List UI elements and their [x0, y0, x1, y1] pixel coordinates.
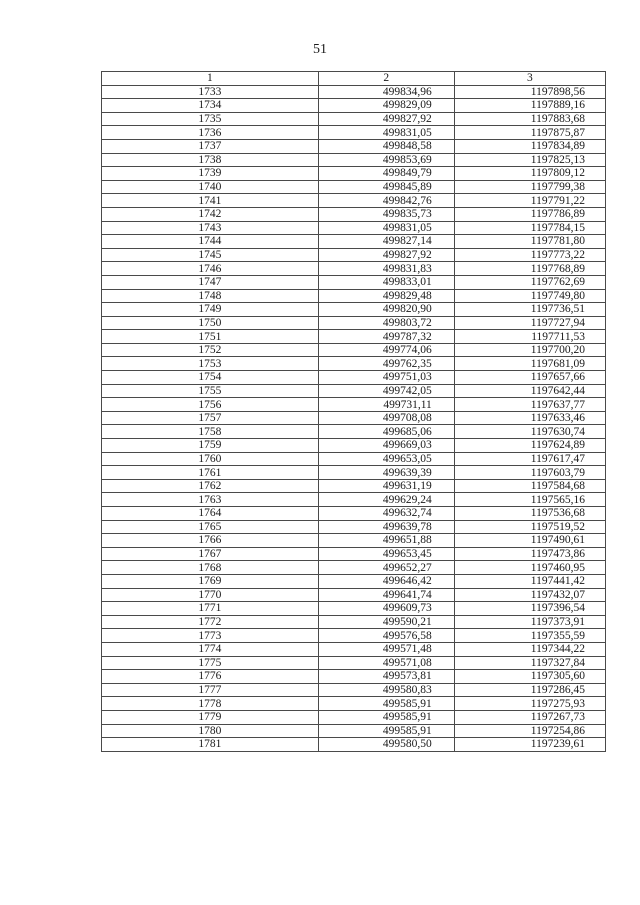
x-coordinate-cell: 499803,72 [318, 316, 454, 330]
point-number-cell: 1773 [102, 629, 319, 643]
table-row [102, 235, 606, 249]
x-coordinate-cell: 499669,03 [318, 439, 454, 453]
table-row [102, 343, 606, 357]
column-header-1: 1 [102, 72, 319, 86]
point-number-cell: 1757 [102, 411, 319, 425]
y-coordinate-cell: 1197327,84 [454, 656, 605, 670]
y-coordinate-cell: 1197781,80 [454, 235, 605, 249]
y-coordinate-cell: 1197791,22 [454, 194, 605, 208]
point-number-cell: 1752 [102, 343, 319, 357]
y-coordinate-cell: 1197441,42 [454, 574, 605, 588]
y-coordinate-cell: 1197786,89 [454, 207, 605, 221]
point-number-cell: 1736 [102, 126, 319, 140]
point-number-cell: 1778 [102, 697, 319, 711]
point-number-cell: 1738 [102, 153, 319, 167]
table-row [102, 724, 606, 738]
table-row [102, 425, 606, 439]
table-header [102, 72, 606, 86]
point-number-cell: 1754 [102, 371, 319, 385]
x-coordinate-cell: 499827,14 [318, 235, 454, 249]
point-number-cell: 1775 [102, 656, 319, 670]
point-number-cell: 1758 [102, 425, 319, 439]
table-row [102, 139, 606, 153]
point-number-cell: 1749 [102, 303, 319, 317]
table-row [102, 534, 606, 548]
x-coordinate-cell: 499848,58 [318, 139, 454, 153]
point-number-cell: 1733 [102, 85, 319, 99]
point-number-cell: 1764 [102, 507, 319, 521]
point-number-cell: 1762 [102, 479, 319, 493]
x-coordinate-cell: 499580,83 [318, 683, 454, 697]
point-number-cell: 1768 [102, 561, 319, 575]
table-row [102, 656, 606, 670]
y-coordinate-cell: 1197432,07 [454, 588, 605, 602]
point-number-cell: 1745 [102, 248, 319, 262]
point-number-cell: 1755 [102, 384, 319, 398]
y-coordinate-cell: 1197536,68 [454, 507, 605, 521]
y-coordinate-cell: 1197267,73 [454, 710, 605, 724]
y-coordinate-cell: 1197799,38 [454, 180, 605, 194]
x-coordinate-cell: 499580,50 [318, 738, 454, 752]
x-coordinate-cell: 499653,05 [318, 452, 454, 466]
point-number-cell: 1753 [102, 357, 319, 371]
y-coordinate-cell: 1197254,86 [454, 724, 605, 738]
point-number-cell: 1751 [102, 330, 319, 344]
table-row [102, 683, 606, 697]
y-coordinate-cell: 1197373,91 [454, 615, 605, 629]
point-number-cell: 1761 [102, 466, 319, 480]
table-row [102, 167, 606, 181]
x-coordinate-cell: 499853,69 [318, 153, 454, 167]
point-number-cell: 1748 [102, 289, 319, 303]
x-coordinate-cell: 499632,74 [318, 507, 454, 521]
y-coordinate-cell: 1197834,89 [454, 139, 605, 153]
x-coordinate-cell: 499845,89 [318, 180, 454, 194]
y-coordinate-cell: 1197624,89 [454, 439, 605, 453]
y-coordinate-cell: 1197519,52 [454, 520, 605, 534]
x-coordinate-cell: 499833,01 [318, 275, 454, 289]
y-coordinate-cell: 1197603,79 [454, 466, 605, 480]
point-number-cell: 1770 [102, 588, 319, 602]
x-coordinate-cell: 499653,45 [318, 547, 454, 561]
x-coordinate-cell: 499849,79 [318, 167, 454, 181]
y-coordinate-cell: 1197239,61 [454, 738, 605, 752]
table-row [102, 112, 606, 126]
y-coordinate-cell: 1197768,89 [454, 262, 605, 276]
table-row [102, 221, 606, 235]
table-row [102, 180, 606, 194]
y-coordinate-cell: 1197825,13 [454, 153, 605, 167]
point-number-cell: 1774 [102, 642, 319, 656]
y-coordinate-cell: 1197762,69 [454, 275, 605, 289]
point-number-cell: 1750 [102, 316, 319, 330]
y-coordinate-cell: 1197642,44 [454, 384, 605, 398]
table-row [102, 588, 606, 602]
coordinates-table [101, 71, 606, 752]
y-coordinate-cell: 1197630,74 [454, 425, 605, 439]
table-row [102, 520, 606, 534]
y-coordinate-cell: 1197700,20 [454, 343, 605, 357]
point-number-cell: 1767 [102, 547, 319, 561]
y-coordinate-cell: 1197275,93 [454, 697, 605, 711]
x-coordinate-cell: 499831,05 [318, 221, 454, 235]
x-coordinate-cell: 499787,32 [318, 330, 454, 344]
header-row [102, 72, 606, 86]
y-coordinate-cell: 1197305,60 [454, 670, 605, 684]
y-coordinate-cell: 1197875,87 [454, 126, 605, 140]
y-coordinate-cell: 1197711,53 [454, 330, 605, 344]
table-row [102, 398, 606, 412]
x-coordinate-cell: 499731,11 [318, 398, 454, 412]
point-number-cell: 1744 [102, 235, 319, 249]
point-number-cell: 1763 [102, 493, 319, 507]
y-coordinate-cell: 1197584,68 [454, 479, 605, 493]
table-row [102, 452, 606, 466]
x-coordinate-cell: 499609,73 [318, 602, 454, 616]
table-row [102, 670, 606, 684]
table-row [102, 85, 606, 99]
table-row [102, 466, 606, 480]
table-body [102, 85, 606, 751]
point-number-cell: 1735 [102, 112, 319, 126]
y-coordinate-cell: 1197396,54 [454, 602, 605, 616]
point-number-cell: 1760 [102, 452, 319, 466]
table-row [102, 316, 606, 330]
x-coordinate-cell: 499751,03 [318, 371, 454, 385]
point-number-cell: 1737 [102, 139, 319, 153]
table-row [102, 710, 606, 724]
x-coordinate-cell: 499585,91 [318, 710, 454, 724]
point-number-cell: 1781 [102, 738, 319, 752]
table-row [102, 411, 606, 425]
x-coordinate-cell: 499639,78 [318, 520, 454, 534]
x-coordinate-cell: 499651,88 [318, 534, 454, 548]
x-coordinate-cell: 499631,19 [318, 479, 454, 493]
y-coordinate-cell: 1197727,94 [454, 316, 605, 330]
x-coordinate-cell: 499831,83 [318, 262, 454, 276]
x-coordinate-cell: 499652,27 [318, 561, 454, 575]
y-coordinate-cell: 1197355,59 [454, 629, 605, 643]
table-row [102, 303, 606, 317]
table-row [102, 629, 606, 643]
x-coordinate-cell: 499742,05 [318, 384, 454, 398]
point-number-cell: 1740 [102, 180, 319, 194]
x-coordinate-cell: 499831,05 [318, 126, 454, 140]
y-coordinate-cell: 1197773,22 [454, 248, 605, 262]
x-coordinate-cell: 499576,58 [318, 629, 454, 643]
y-coordinate-cell: 1197344,22 [454, 642, 605, 656]
y-coordinate-cell: 1197617,47 [454, 452, 605, 466]
y-coordinate-cell: 1197809,12 [454, 167, 605, 181]
point-number-cell: 1765 [102, 520, 319, 534]
y-coordinate-cell: 1197657,66 [454, 371, 605, 385]
y-coordinate-cell: 1197784,15 [454, 221, 605, 235]
point-number-cell: 1739 [102, 167, 319, 181]
x-coordinate-cell: 499820,90 [318, 303, 454, 317]
x-coordinate-cell: 499842,76 [318, 194, 454, 208]
y-coordinate-cell: 1197681,09 [454, 357, 605, 371]
y-coordinate-cell: 1197637,77 [454, 398, 605, 412]
point-number-cell: 1741 [102, 194, 319, 208]
table-row [102, 642, 606, 656]
table-row [102, 493, 606, 507]
table-row [102, 615, 606, 629]
table-row [102, 697, 606, 711]
x-coordinate-cell: 499835,73 [318, 207, 454, 221]
x-coordinate-cell: 499708,08 [318, 411, 454, 425]
table-row [102, 507, 606, 521]
table-row [102, 384, 606, 398]
table-row [102, 561, 606, 575]
table-row [102, 194, 606, 208]
x-coordinate-cell: 499571,48 [318, 642, 454, 656]
y-coordinate-cell: 1197883,68 [454, 112, 605, 126]
y-coordinate-cell: 1197490,61 [454, 534, 605, 548]
y-coordinate-cell: 1197460,95 [454, 561, 605, 575]
x-coordinate-cell: 499834,96 [318, 85, 454, 99]
table-row [102, 126, 606, 140]
table-row [102, 330, 606, 344]
x-coordinate-cell: 499829,09 [318, 99, 454, 113]
x-coordinate-cell: 499646,42 [318, 574, 454, 588]
x-coordinate-cell: 499629,24 [318, 493, 454, 507]
y-coordinate-cell: 1197898,56 [454, 85, 605, 99]
point-number-cell: 1766 [102, 534, 319, 548]
table-row [102, 262, 606, 276]
column-header-2: 2 [318, 72, 454, 86]
x-coordinate-cell: 499827,92 [318, 112, 454, 126]
point-number-cell: 1747 [102, 275, 319, 289]
point-number-cell: 1780 [102, 724, 319, 738]
point-number-cell: 1779 [102, 710, 319, 724]
point-number-cell: 1772 [102, 615, 319, 629]
point-number-cell: 1776 [102, 670, 319, 684]
point-number-cell: 1746 [102, 262, 319, 276]
y-coordinate-cell: 1197286,45 [454, 683, 605, 697]
y-coordinate-cell: 1197473,86 [454, 547, 605, 561]
table-row [102, 479, 606, 493]
table-row [102, 357, 606, 371]
x-coordinate-cell: 499774,06 [318, 343, 454, 357]
table-row [102, 153, 606, 167]
x-coordinate-cell: 499762,35 [318, 357, 454, 371]
point-number-cell: 1771 [102, 602, 319, 616]
point-number-cell: 1742 [102, 207, 319, 221]
table-row [102, 574, 606, 588]
table-row [102, 248, 606, 262]
table-row [102, 547, 606, 561]
table-row [102, 275, 606, 289]
x-coordinate-cell: 499685,06 [318, 425, 454, 439]
table-row [102, 602, 606, 616]
column-header-3: 3 [454, 72, 605, 86]
table-row [102, 99, 606, 113]
x-coordinate-cell: 499585,91 [318, 724, 454, 738]
point-number-cell: 1769 [102, 574, 319, 588]
y-coordinate-cell: 1197749,80 [454, 289, 605, 303]
page-number: 51 [313, 42, 327, 57]
x-coordinate-cell: 499641,74 [318, 588, 454, 602]
x-coordinate-cell: 499573,81 [318, 670, 454, 684]
y-coordinate-cell: 1197889,16 [454, 99, 605, 113]
table-row [102, 371, 606, 385]
x-coordinate-cell: 499829,48 [318, 289, 454, 303]
table-row [102, 738, 606, 752]
x-coordinate-cell: 499571,08 [318, 656, 454, 670]
table-row [102, 289, 606, 303]
point-number-cell: 1756 [102, 398, 319, 412]
table-row [102, 207, 606, 221]
y-coordinate-cell: 1197633,46 [454, 411, 605, 425]
point-number-cell: 1734 [102, 99, 319, 113]
x-coordinate-cell: 499585,91 [318, 697, 454, 711]
y-coordinate-cell: 1197736,51 [454, 303, 605, 317]
x-coordinate-cell: 499639,39 [318, 466, 454, 480]
x-coordinate-cell: 499590,21 [318, 615, 454, 629]
point-number-cell: 1759 [102, 439, 319, 453]
point-number-cell: 1743 [102, 221, 319, 235]
y-coordinate-cell: 1197565,16 [454, 493, 605, 507]
point-number-cell: 1777 [102, 683, 319, 697]
table-row [102, 439, 606, 453]
x-coordinate-cell: 499827,92 [318, 248, 454, 262]
